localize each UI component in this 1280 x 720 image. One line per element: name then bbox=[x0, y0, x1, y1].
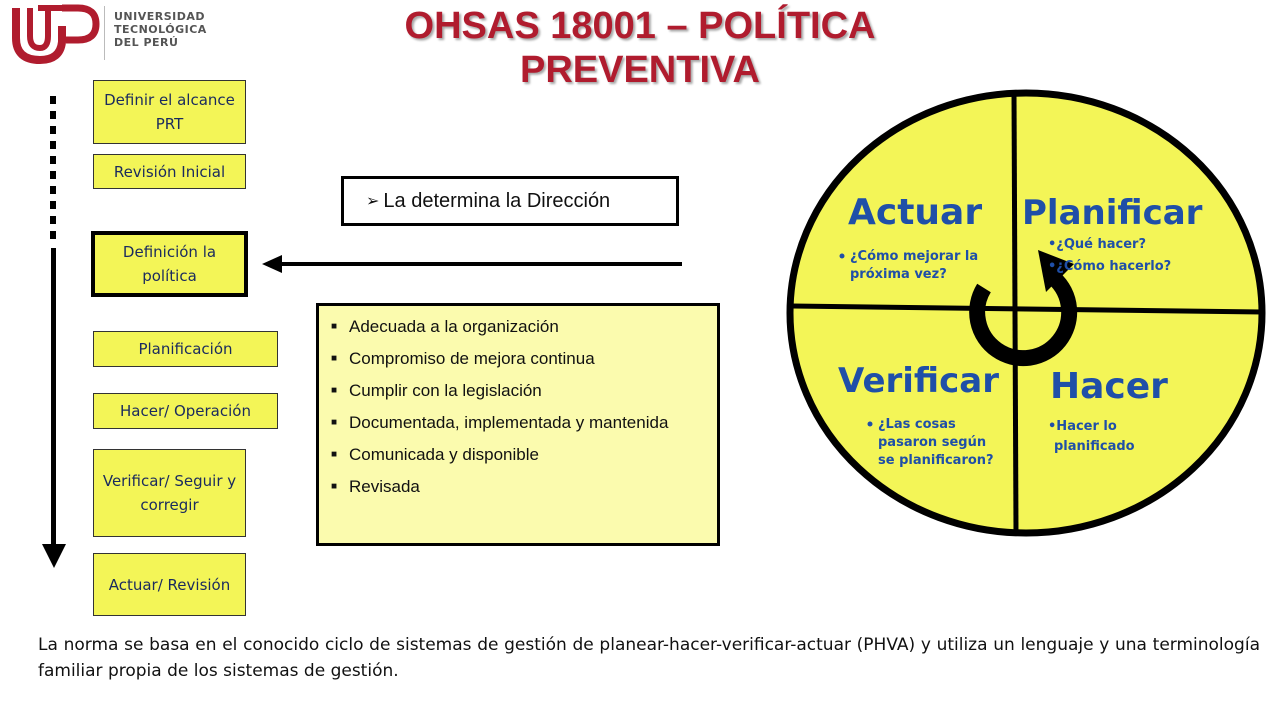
policy-qualities-box bbox=[316, 303, 720, 546]
list-item: ■ Cumplir con la legislación bbox=[331, 381, 542, 400]
quadrant-verificar-text-2: pasaron según bbox=[878, 435, 987, 450]
utp-logo bbox=[12, 2, 207, 64]
list-item: ■ Comunicada y disponible bbox=[331, 445, 539, 464]
logo-wordmark bbox=[114, 10, 207, 49]
quadrant-verificar-text-1: ¿Las cosas bbox=[878, 417, 956, 432]
square-bullet-icon: ■ bbox=[331, 481, 338, 492]
page-title-line-2: PREVENTIVA bbox=[519, 49, 760, 91]
square-bullet-icon: ■ bbox=[331, 449, 338, 460]
quadrant-hacer-text-1: •Hacer lo bbox=[1048, 419, 1117, 434]
quadrant-actuar-text-1: ¿Cómo mejorar la bbox=[850, 249, 979, 264]
policy-qualities-list bbox=[331, 316, 701, 498]
bullet-dot-icon bbox=[868, 422, 873, 427]
square-bullet-icon: ■ bbox=[331, 417, 338, 428]
cycle-divider-vertical bbox=[1014, 94, 1016, 532]
quadrant-verificar-text-3: se planificaron? bbox=[878, 453, 994, 468]
list-item: ■ Adecuada a la organización bbox=[331, 317, 559, 336]
page-title bbox=[330, 4, 950, 92]
list-item: ■ Revisada bbox=[331, 477, 420, 496]
logo-line-1: UNIVERSIDAD bbox=[114, 10, 206, 23]
process-solid-line bbox=[51, 248, 56, 546]
logo-divider bbox=[104, 6, 105, 60]
square-bullet-icon: ■ bbox=[331, 353, 338, 364]
quadrant-verificar-title: Verificar bbox=[838, 361, 1000, 401]
logo-line-2: TECNOLÓGICA bbox=[114, 23, 207, 36]
quadrant-planificar-text-2: •¿Cómo hacerlo? bbox=[1048, 259, 1172, 274]
process-dotted-line bbox=[50, 96, 56, 246]
list-item: ■ Compromiso de mejora continua bbox=[331, 349, 595, 368]
square-bullet-icon: ■ bbox=[331, 321, 338, 332]
logo-line-3: DEL PERÚ bbox=[114, 36, 179, 49]
quadrant-actuar-title: Actuar bbox=[848, 192, 983, 233]
list-item: ■ Documentada, implementada y mantenida bbox=[331, 413, 669, 432]
arrow-left-icon bbox=[262, 255, 282, 273]
arrow-down-icon bbox=[42, 544, 66, 568]
step-definicion-politica: Definición la política bbox=[91, 231, 248, 297]
bullet-dot-icon bbox=[840, 254, 845, 259]
step-revision-inicial: Revisión Inicial bbox=[93, 154, 246, 189]
direction-text: La determina la Dirección bbox=[383, 189, 611, 212]
quadrant-hacer-title: Hacer bbox=[1050, 366, 1168, 407]
description-paragraph: La norma se basa en el conocido ciclo de sistemas de gestión de planear-hacer-verificar-actuar (PHVA) y utiliza un lenguaje y una terminología familiar propia de los sistemas de gestión. bbox=[38, 635, 1260, 681]
utp-logo-mark-icon bbox=[12, 2, 102, 64]
step-definir-alcance: Definir el alcance PRT bbox=[93, 80, 246, 144]
page-title-line-1: OHSAS 18001 – POLÍTICA bbox=[404, 5, 876, 47]
quadrant-planificar-title: Planificar bbox=[1022, 193, 1203, 233]
direction-box bbox=[341, 176, 679, 226]
pdca-cycle-diagram bbox=[784, 88, 1268, 538]
step-planificacion: Planificación bbox=[93, 331, 278, 367]
arrow-bullet-icon: ➢ bbox=[366, 193, 380, 210]
quadrant-planificar-text-1: •¿Qué hacer? bbox=[1048, 237, 1147, 252]
quadrant-actuar-text-2: próxima vez? bbox=[850, 267, 947, 282]
quadrant-hacer-text-2: planificado bbox=[1054, 439, 1135, 454]
step-actuar-revision: Actuar/ Revisión bbox=[93, 553, 246, 616]
pointer-arrow-line bbox=[280, 262, 682, 266]
square-bullet-icon: ■ bbox=[331, 385, 338, 396]
step-hacer-operacion: Hacer/ Operación bbox=[93, 393, 278, 429]
step-verificar: Verificar/ Seguir y corregir bbox=[93, 449, 246, 537]
